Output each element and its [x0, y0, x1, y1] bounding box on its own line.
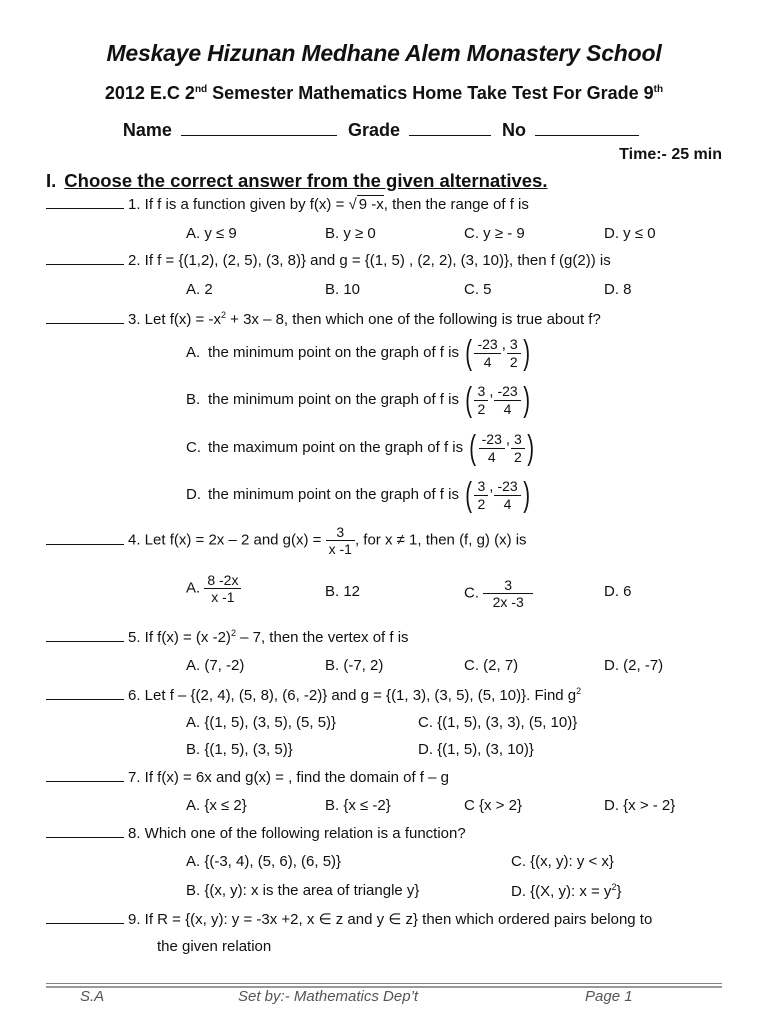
q1-option-c: C. y ≥ - 9 — [464, 225, 525, 242]
q4-option-b: B. 12 — [325, 583, 361, 600]
answer-blank[interactable] — [46, 196, 124, 209]
q4-option-d: D. 6 — [604, 583, 632, 600]
question-8: 8. Which one of the following relation is a function? — [46, 825, 466, 842]
q1-option-b: B. y ≥ 0 — [325, 225, 376, 242]
time-allowed: Time:- 25 min — [619, 146, 722, 163]
test-subtitle: 2012 E.C 2nd Semester Mathematics Home Take Test For Grade 9th — [104, 83, 664, 103]
q2-option-c: C. 5 — [464, 281, 492, 298]
q5-option-c: C. (2, 7) — [464, 657, 519, 674]
footer-initials: S.A — [80, 988, 105, 1005]
question-2: 2. If f = {(1,2), (2, 5), (3, 8)} and g = {(1, 5) , (2, 2), (3, 10)}, then f (g(2)) is — [46, 252, 611, 269]
q7-option-c: C {x > 2} — [464, 797, 522, 814]
question-9: 9. If R = {(x, y): y = -3x +2, x ∈ z and y ∈ z} then which ordered pairs belong to — [46, 910, 652, 928]
q8-option-d: D. {(X, y): $x = y^2$} — [511, 882, 622, 900]
g-fraction: $\frac{3}{x -1}$ — [326, 524, 355, 557]
footer-page-number: Page 1 — [585, 988, 633, 1005]
q4-option-a: A. $\frac{8 -2x}{x -1}$ — [186, 572, 241, 605]
question-1: 1. If f is a function given by f(x) = √ 9 -x, then the range of f is — [46, 196, 529, 213]
q1-option-a: A. y ≤ 9 — [186, 225, 237, 242]
question-4: 4. Let f(x) = 2x – 2 and g(x) = $\frac{3}{x -1}$ , for x ≠ 1, then (f, g) (x) is — [46, 524, 527, 557]
q2-option-d: D. 8 — [604, 281, 632, 298]
q7-option-a: A. {x ≤ 2} — [186, 797, 247, 814]
answer-blank[interactable] — [46, 825, 124, 838]
answer-blank[interactable] — [46, 769, 124, 782]
q2-option-a: A. 2 — [186, 281, 213, 298]
question-9-continuation: the given relation — [157, 938, 272, 955]
q3-option-d: D. the minimum point on the graph of f is ( $\frac{3}{2}$ , $\frac{-23}{4}$ ) — [186, 478, 532, 512]
number-field[interactable] — [535, 120, 639, 136]
point-coordinates: ( $\frac{3}{2}$ , $\frac{-23}{4}$ ) — [465, 381, 530, 419]
answer-blank[interactable] — [46, 252, 124, 265]
q5-option-a: A. (7, -2) — [186, 657, 245, 674]
q5-option-d: D. (2, -7) — [604, 657, 664, 674]
point-coordinates: ( $\frac{-23}{4}$ , $\frac{3}{2}$ ) — [469, 429, 534, 467]
q6-option-a: A. {(1, 5), (3, 5), (5, 5)} — [186, 714, 337, 731]
q7-option-d: D. {x > - 2} — [604, 797, 676, 814]
q6-option-b: B. {(1, 5), (3, 5)} — [186, 741, 293, 758]
answer-blank[interactable] — [46, 687, 124, 700]
question-3: 3. Let $f(x) = -x^2 + 3x - 8$, then which one of the following is true about f? — [46, 310, 601, 328]
footer-divider — [46, 983, 722, 984]
answer-blank[interactable] — [46, 911, 124, 924]
q3-option-a: A. the minimum point on the graph of f is ( $\frac{-23}{4}$ , $\frac{3}{2}$ ) — [186, 336, 532, 370]
q7-option-b: B. {x ≤ -2} — [325, 797, 391, 814]
grade-label: Grade — [347, 120, 401, 140]
q6-option-d: D. {(1, 5), (3, 10)} — [418, 741, 534, 758]
footer-setby: Set by:- Mathematics Dep’t — [238, 988, 419, 1005]
school-name: Meskaye Hizunan Medhane Alem Monastery School — [106, 40, 662, 66]
q1-option-d: D. y ≤ 0 — [604, 225, 656, 242]
point-coordinates: ( $\frac{-23}{4}$ , $\frac{3}{2}$ ) — [465, 334, 530, 372]
q8-option-b: B. {(x, y): x is the area of triangle y} — [186, 882, 420, 899]
name-field[interactable] — [181, 120, 337, 136]
q5-option-b: B. (-7, 2) — [325, 657, 384, 674]
q3-option-c: C. the maximum point on the graph of f is ( $\frac{-23}{4}$ , $\frac{3}{2}$ ) — [186, 431, 536, 465]
answer-blank[interactable] — [46, 532, 124, 545]
q6-option-c: C. {(1, 5), (3, 3), (5, 10)} — [418, 714, 578, 731]
question-6: 6. Let f – {(2, 4), (5, 8), (6, -2)} and g = {(1, 3), (3, 5), (5, 10)}. Find $g^2$ — [46, 686, 581, 704]
q2-option-b: B. 10 — [325, 281, 361, 298]
section-heading: I. Choose the correct answer from the given alternatives. — [46, 170, 548, 191]
q3-option-b: B. the minimum point on the graph of f is ( $\frac{3}{2}$ , $\frac{-23}{4}$ ) — [186, 383, 532, 417]
grade-field[interactable] — [409, 120, 491, 136]
q8-option-a: A. {(-3, 4), (5, 6), (6, 5)} — [186, 853, 342, 870]
no-label: No — [502, 120, 527, 140]
name-label: Name — [122, 120, 172, 140]
point-coordinates: ( $\frac{3}{2}$ , $\frac{-23}{4}$ ) — [465, 476, 530, 514]
q8-option-c: C. {(x, y): y < x} — [511, 853, 614, 870]
question-7: 7. If f(x) = 6x and g(x) = , find the domain of f – g — [46, 769, 449, 786]
answer-blank[interactable] — [46, 629, 124, 642]
question-5: 5. If f(x) = (x -2)$^2$ – 7, then the vertex of f is — [46, 628, 409, 646]
q4-option-c: C. $\frac{3}{2x -3}$ — [464, 577, 533, 610]
answer-blank[interactable] — [46, 311, 124, 324]
student-info-row — [0, 120, 768, 141]
